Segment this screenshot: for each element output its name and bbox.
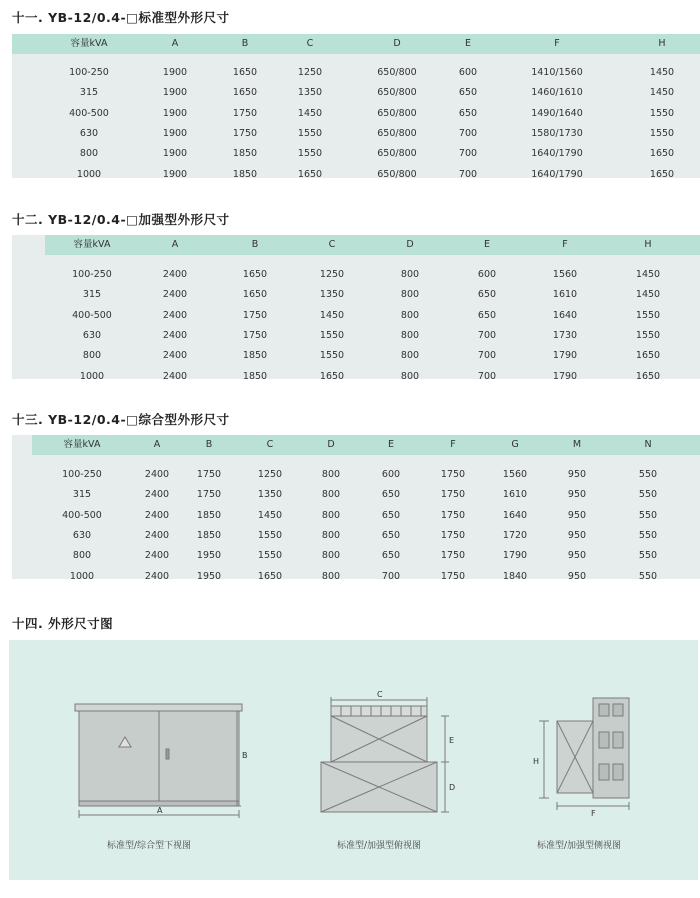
dimension-cell: 700	[458, 127, 478, 139]
dimension-cell: 600	[458, 67, 478, 78]
capacity-cell: 800	[79, 148, 99, 160]
dimension-cell: 650/800	[377, 87, 417, 99]
dimension-cell: 650	[458, 87, 478, 99]
caption-top-view: 标准型/加强型俯视图	[337, 841, 422, 851]
dimension-cell: 1560	[552, 269, 578, 280]
dimension-cell: 1250	[319, 269, 345, 280]
header-cell: M	[572, 439, 582, 450]
dimension-cell: 1950	[196, 570, 222, 582]
dimension-cell: 800	[321, 550, 341, 562]
dimension-cell: 1900	[162, 67, 188, 78]
header-cell: F	[554, 38, 560, 49]
dimension-cell: 1610	[552, 289, 578, 301]
capacity-cell: 400-500	[72, 309, 112, 321]
dimension-cell: 800	[400, 350, 420, 362]
capacity-cell: 315	[82, 289, 102, 301]
dimension-cell: 650/800	[377, 148, 417, 160]
capacity-cell: 400-500	[69, 107, 109, 119]
dimension-cell: 2400	[162, 269, 188, 280]
dimension-cell: 1650	[649, 148, 675, 160]
table-row	[12, 465, 700, 485]
dimension-cell: 1750	[440, 570, 466, 582]
header-cell: D	[406, 239, 414, 250]
dimension-cell: 1730	[552, 329, 578, 341]
dimension-cell: 1450	[635, 269, 661, 280]
capacity-cell: 1000	[79, 370, 105, 382]
dimension-cell: 950	[567, 550, 587, 562]
table-row	[12, 83, 700, 103]
dimension-cell: 1550	[319, 350, 345, 362]
dimension-cell: 1750	[242, 329, 268, 341]
dimension-cell: 650/800	[377, 107, 417, 119]
capacity-cell: 1000	[69, 570, 95, 582]
header-cell: C	[328, 239, 336, 250]
dimension-cell: 1790	[502, 550, 528, 562]
dimension-cell: 1650	[242, 269, 268, 280]
dimension-cell: 600	[477, 269, 497, 280]
dimension-cell: 1450	[319, 309, 345, 321]
dimension-cell: 2400	[144, 469, 170, 480]
dimension-cell: 1350	[319, 289, 345, 301]
header-cell: E	[483, 239, 490, 250]
header-cell: A	[153, 439, 161, 450]
table-row	[12, 104, 700, 124]
table-row	[12, 506, 700, 526]
header-cell: A	[171, 239, 179, 250]
dimension-cell: 650	[381, 489, 401, 501]
header-cell: B	[241, 38, 249, 49]
dimension-cell: 1450	[257, 509, 283, 521]
dim-label-a: A	[157, 806, 163, 815]
dimension-cell: 650	[381, 529, 401, 541]
header-cell: B	[251, 239, 259, 250]
section-title-reinforced: 十二. YB-12/0.4-□加强型外形尺寸	[12, 212, 230, 227]
caption-side-view: 标准型/加强型侧视图	[537, 841, 622, 851]
header-cell: 容量kVA	[63, 439, 101, 450]
table-standard	[12, 34, 700, 178]
dimension-cell: 800	[400, 309, 420, 321]
capacity-cell: 630	[79, 127, 99, 139]
capacity-cell: 630	[82, 329, 102, 341]
dimension-cell: 1850	[232, 168, 258, 180]
header-cell: F	[450, 439, 456, 450]
capacity-cell: 315	[72, 489, 92, 501]
dim-label-c: C	[377, 690, 383, 699]
header-cell: E	[464, 38, 471, 49]
dimension-cell: 650/800	[377, 67, 417, 78]
table-row	[12, 165, 700, 185]
dimension-cell: 1650	[635, 370, 661, 382]
dimension-cell: 1610	[502, 489, 528, 501]
dimension-cell: 1900	[162, 87, 188, 99]
dimension-cell: 2400	[162, 309, 188, 321]
dimension-cell: 1640	[502, 509, 528, 521]
header-cell: F	[562, 239, 568, 250]
dimension-cell: 700	[381, 570, 401, 582]
table-row	[12, 265, 700, 285]
dimension-cell: 2400	[162, 329, 188, 341]
dimension-cell: 1790	[552, 350, 578, 362]
capacity-cell: 630	[72, 529, 92, 541]
section-title-figures: 十四. 外形尺寸图	[12, 616, 114, 631]
dimension-cell: 950	[567, 570, 587, 582]
dimension-cell: 800	[400, 370, 420, 382]
dimension-cell: 1490/1640	[531, 107, 583, 119]
dimension-cell: 1900	[162, 127, 188, 139]
capacity-cell: 400-500	[62, 509, 102, 521]
dimension-cell: 2400	[144, 570, 170, 582]
dimension-cell: 1640	[552, 309, 578, 321]
dimension-cell: 800	[321, 509, 341, 521]
table-row	[12, 124, 700, 144]
dimension-cell: 550	[638, 489, 658, 501]
dimension-cell: 1450	[649, 67, 675, 78]
dimension-cell: 1900	[162, 168, 188, 180]
dimension-cell: 600	[381, 469, 401, 480]
dimension-cell: 1550	[257, 529, 283, 541]
dimension-cell: 650	[381, 509, 401, 521]
figure-panel	[9, 640, 698, 880]
dimension-cell: 1450	[635, 289, 661, 301]
table-row	[12, 285, 700, 305]
dimension-cell: 650	[381, 550, 401, 562]
dimension-cell: 800	[400, 329, 420, 341]
capacity-cell: 800	[82, 350, 102, 362]
dimension-cell: 1460/1610	[531, 87, 583, 99]
dimension-cell: 1550	[297, 127, 323, 139]
caption-front-view: 标准型/综合型下视图	[107, 841, 192, 851]
table-row	[12, 346, 700, 366]
dimension-cell: 550	[638, 529, 658, 541]
table-row	[12, 367, 700, 387]
dimension-cell: 2400	[144, 550, 170, 562]
dimension-cell: 1840	[502, 570, 528, 582]
dimension-cell: 1550	[635, 329, 661, 341]
dimension-cell: 700	[458, 148, 478, 160]
dimension-cell: 550	[638, 509, 658, 521]
header-cell: C	[266, 439, 274, 450]
dimension-cell: 1900	[162, 107, 188, 119]
dimension-cell: 1850	[196, 509, 222, 521]
dimension-cell: 650	[477, 309, 497, 321]
dimension-cell: 1550	[257, 550, 283, 562]
dimension-cell: 1250	[297, 67, 323, 78]
section-title-standard: 十一. YB-12/0.4-□标准型外形尺寸	[12, 10, 230, 25]
header-cell: E	[387, 439, 394, 450]
dimension-cell: 1450	[649, 87, 675, 99]
dimension-cell: 700	[477, 370, 497, 382]
dimension-cell: 800	[321, 469, 341, 480]
header-cell: C	[306, 38, 314, 49]
capacity-cell: 315	[79, 87, 99, 99]
section-title-combined: 十三. YB-12/0.4-□综合型外形尺寸	[12, 412, 230, 427]
dimension-cell: 650/800	[377, 127, 417, 139]
table-row	[12, 526, 700, 546]
dimension-cell: 1750	[232, 107, 258, 119]
dimension-cell: 700	[477, 350, 497, 362]
table-row	[12, 326, 700, 346]
dimension-cell: 1750	[196, 489, 222, 501]
capacity-cell: 100-250	[69, 67, 109, 78]
dimension-cell: 1550	[297, 148, 323, 160]
dimension-cell: 1650	[232, 67, 258, 78]
dimension-cell: 1750	[242, 309, 268, 321]
table-row	[12, 485, 700, 505]
dimension-cell: 1650	[242, 289, 268, 301]
dimension-cell: 700	[477, 329, 497, 341]
dimension-cell: 1640/1790	[531, 148, 583, 160]
dimension-cell: 1550	[319, 329, 345, 341]
dimension-cell: 1850	[232, 148, 258, 160]
dimension-cell: 1850	[242, 350, 268, 362]
dimension-cell: 1850	[196, 529, 222, 541]
dimension-cell: 1640/1790	[531, 168, 583, 180]
dim-label-b: B	[242, 751, 248, 760]
dimension-cell: 1550	[649, 107, 675, 119]
header-cell: G	[511, 439, 519, 450]
dimension-cell: 950	[567, 489, 587, 501]
header-cell: 容量kVA	[73, 239, 111, 250]
table-header	[45, 235, 700, 255]
table-header	[32, 435, 700, 455]
dimension-cell: 1750	[196, 469, 222, 480]
dimension-cell: 2400	[162, 350, 188, 362]
header-cell: D	[393, 38, 401, 49]
table-row	[12, 144, 700, 164]
table-row	[12, 63, 700, 83]
dimension-cell: 800	[400, 289, 420, 301]
dimension-cell: 2400	[144, 489, 170, 501]
dimension-cell: 1720	[502, 529, 528, 541]
header-cell: D	[327, 439, 335, 450]
dimension-cell: 1750	[440, 550, 466, 562]
dimension-cell: 550	[638, 570, 658, 582]
dimension-cell: 1790	[552, 370, 578, 382]
dimension-cell: 1750	[440, 509, 466, 521]
dimension-cell: 650/800	[377, 168, 417, 180]
dimension-cell: 650	[458, 107, 478, 119]
dimension-cell: 1650	[232, 87, 258, 99]
dimension-cell: 1750	[440, 489, 466, 501]
dim-label-f: F	[591, 809, 596, 818]
table-row	[12, 306, 700, 326]
dimension-cell: 700	[458, 168, 478, 180]
table-row	[12, 546, 700, 566]
dimension-cell: 650	[477, 289, 497, 301]
header-cell: H	[658, 38, 666, 49]
dimension-cell: 800	[321, 489, 341, 501]
dimension-cell: 1750	[440, 529, 466, 541]
side-view-drawing	[539, 698, 629, 810]
dimension-cell: 2400	[162, 289, 188, 301]
dimension-cell: 950	[567, 469, 587, 480]
table-header	[12, 34, 700, 54]
dimension-cell: 1950	[196, 550, 222, 562]
dimension-cell: 800	[321, 570, 341, 582]
front-view-drawing	[75, 704, 242, 818]
dim-label-e: E	[449, 736, 455, 745]
dimension-cell: 1350	[257, 489, 283, 501]
dimension-cell: 800	[321, 529, 341, 541]
dimension-cell: 1450	[297, 107, 323, 119]
dimension-cell: 1550	[649, 127, 675, 139]
capacity-cell: 100-250	[62, 469, 102, 480]
dimension-cell: 2400	[162, 370, 188, 382]
dimension-cell: 1650	[257, 570, 283, 582]
dimension-cell: 950	[567, 529, 587, 541]
capacity-cell: 1000	[76, 168, 102, 180]
capacity-cell: 800	[72, 550, 92, 562]
dimension-cell: 1650	[649, 168, 675, 180]
dimension-cell: 1580/1730	[531, 127, 583, 139]
top-view-drawing	[321, 697, 449, 812]
dimension-cell: 1350	[297, 87, 323, 99]
dimension-cell: 1900	[162, 148, 188, 160]
header-cell: 容量kVA	[70, 38, 108, 49]
dimension-cell: 2400	[144, 509, 170, 521]
dimension-cell: 1550	[635, 309, 661, 321]
dim-label-d: D	[449, 783, 456, 792]
dimension-cell: 550	[638, 469, 658, 480]
table-combined	[12, 435, 700, 582]
dimension-cell: 1650	[297, 168, 323, 180]
dimension-cell: 1560	[502, 469, 528, 480]
dimension-cell: 1410/1560	[531, 67, 583, 78]
dim-label-h: H	[533, 757, 540, 766]
dimension-cell: 1750	[440, 469, 466, 480]
dimension-cell: 2400	[144, 529, 170, 541]
table-reinforced	[12, 235, 700, 382]
table-row	[12, 567, 700, 587]
dimension-cell: 1850	[242, 370, 268, 382]
dimension-cell: 1650	[319, 370, 345, 382]
dimension-cell: 1650	[635, 350, 661, 362]
header-cell: B	[205, 439, 213, 450]
dimension-cell: 1250	[257, 469, 283, 480]
header-cell: N	[644, 439, 652, 450]
dimension-cell: 950	[567, 509, 587, 521]
dimension-cell: 550	[638, 550, 658, 562]
dimension-cell: 1750	[232, 127, 258, 139]
dimension-cell: 800	[400, 269, 420, 280]
header-cell: A	[171, 38, 179, 49]
header-cell: H	[644, 239, 652, 250]
capacity-cell: 100-250	[72, 269, 112, 280]
